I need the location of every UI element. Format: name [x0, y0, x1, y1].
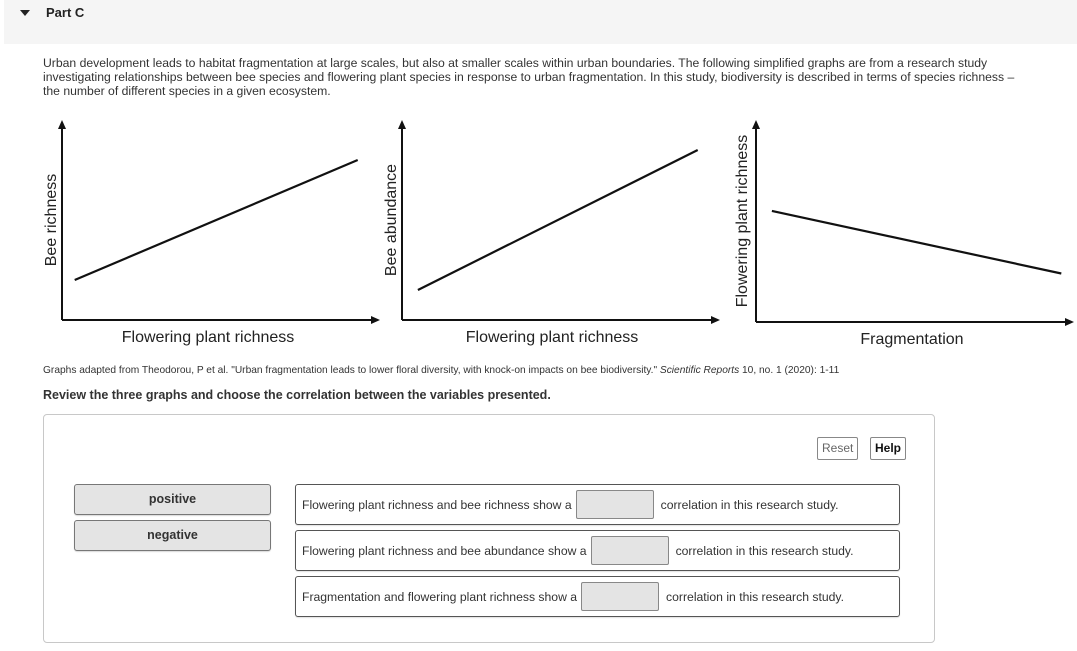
chip-positive[interactable]: positive — [74, 484, 271, 515]
x-axis-arrow-icon — [371, 316, 380, 324]
drag-drop-panel — [43, 414, 935, 643]
help-button[interactable]: Help — [870, 437, 906, 460]
chart-bee-abundance — [383, 120, 720, 346]
sentence-after: correlation in this research study. — [666, 589, 844, 604]
y-axis-label: Bee abundance — [383, 163, 400, 277]
sentence-row — [295, 484, 900, 525]
sentence-after: correlation in this research study. — [660, 497, 839, 512]
y-axis-label: Bee richness — [43, 173, 60, 267]
sentence-before: Fragmentation and flowering plant richness show a — [302, 589, 578, 604]
part-title: Part C — [46, 5, 85, 20]
x-axis-label: Fragmentation — [860, 331, 964, 348]
intro-line: investigating relationships between bee species and flowering plant species in response to urban fragmentation. In this study, biodiversity is described in terms of species richness – — [43, 70, 1015, 84]
x-axis-label: Flowering plant richness — [121, 329, 295, 346]
drop-target[interactable] — [581, 582, 659, 611]
series-line — [772, 211, 1061, 274]
intro-line: Urban development leads to habitat fragmentation at large scales, but also at smaller scales within urban boundaries. The following simplified graphs are from a research study — [43, 56, 988, 70]
y-axis-arrow-icon — [58, 120, 66, 129]
sentence-row — [295, 576, 900, 617]
series-line — [75, 160, 358, 280]
citation-suffix: 10, no. 1 (2020): 1-11 — [739, 365, 840, 376]
instruction-text: Review the three graphs and choose the correlation between the variables presented. — [43, 388, 551, 402]
reset-button[interactable]: Reset — [817, 437, 858, 460]
sentence-before: Flowering plant richness and bee abundance show a — [302, 543, 587, 558]
x-axis-arrow-icon — [1065, 318, 1074, 326]
y-axis-arrow-icon — [752, 120, 760, 129]
graphs-figure — [0, 110, 1077, 355]
sentence-after: correlation in this research study. — [675, 543, 854, 558]
chip-negative[interactable]: negative — [74, 520, 271, 551]
drop-target[interactable] — [591, 536, 669, 565]
x-axis-label: Flowering plant richness — [465, 329, 639, 346]
citation-prefix: Graphs adapted from Theodorou, P et al. "Urban fragmentation leads to lower floral diversity, with knock-on impacts on bee biodiversity." — [43, 365, 660, 376]
citation — [43, 365, 839, 376]
part-header[interactable] — [4, 0, 1077, 44]
y-axis-arrow-icon — [398, 120, 406, 129]
x-axis-arrow-icon — [711, 316, 720, 324]
chart-flowering-plant-richness — [734, 120, 1074, 348]
drop-target[interactable] — [576, 490, 654, 519]
series-line — [418, 150, 698, 290]
y-axis-label: Flowering plant richness — [734, 134, 751, 308]
citation-journal: Scientific Reports — [659, 365, 740, 376]
sentence-row — [295, 530, 900, 571]
collapse-caret-icon[interactable] — [20, 10, 30, 16]
sentence-before: Flowering plant richness and bee richness show a — [302, 497, 572, 512]
intro-paragraph — [43, 56, 1077, 98]
chart-bee-richness — [43, 120, 380, 346]
intro-line: the number of different species in a given ecosystem. — [43, 84, 331, 98]
